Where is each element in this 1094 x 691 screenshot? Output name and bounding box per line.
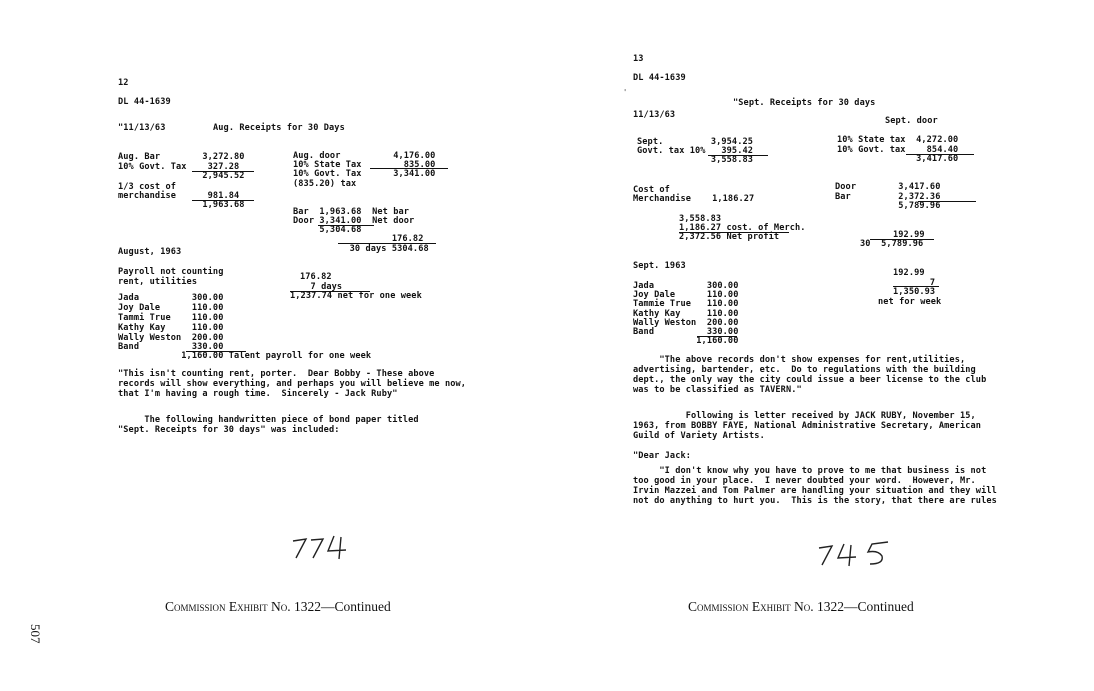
note-line: "The above records don't show expenses for rent,utilities,: [633, 355, 966, 365]
weekly-calc: 7: [893, 278, 936, 288]
note-line: that I'm having a rough time. Sincerely - Jack Ruby": [118, 389, 398, 399]
weekly-calc: 176.82: [300, 272, 332, 282]
letter-line: too good in your place. I never doubted your word. However, Mr.: [633, 476, 976, 486]
payroll-row: Band 330.00: [633, 327, 739, 337]
page-number: 12: [118, 78, 129, 88]
door-net-row: 3,417.60: [837, 154, 959, 164]
govt-tax-row: 10% Govt. Tax 3,341.00: [293, 169, 436, 179]
caption: [688, 599, 914, 615]
payroll-label: rent, utilities: [118, 277, 198, 287]
payroll-row: Joy Dale 110.00: [118, 303, 224, 313]
heading: Aug. Receipts for 30 Days: [213, 123, 345, 133]
month-label: Sept. 1963: [633, 261, 686, 271]
note-line: was to be classified as TAVERN.": [633, 385, 802, 395]
payroll-row: Wally Weston 200.00: [633, 318, 739, 328]
caption-number: 1322—Continued: [813, 599, 914, 614]
daily-row: 176.82: [318, 234, 424, 244]
weekly-calc: 192.99: [893, 268, 925, 278]
payroll-row: Wally Weston 200.00: [118, 333, 224, 343]
state-tax-row: 10% State Tax 835.00: [293, 160, 436, 170]
paragraph-line: The following handwritten piece of bond paper titled: [118, 415, 419, 425]
profit-calc: 3,558.83: [679, 214, 722, 224]
note-line: "This isn't counting rent, porter. Dear Bobby - These above: [118, 369, 435, 379]
bar-row: Bar 2,372.36: [835, 192, 941, 202]
cost-label: 1/3 cost of: [118, 182, 177, 192]
file-number: DL 44-1639: [118, 97, 171, 107]
govt-tax-row: 10% Govt. tax 854.40: [837, 145, 959, 155]
paragraph-line: "Sept. Receipts for 30 days" was included:: [118, 425, 340, 435]
payroll-row: Band 330.00: [118, 342, 224, 352]
salutation: "Dear Jack:: [633, 451, 692, 461]
month-label: August, 1963: [118, 247, 182, 257]
govt-tax-row: 10% Govt. Tax 327.28: [118, 162, 240, 172]
daily-row: 192.99: [893, 230, 925, 240]
paragraph-line: 1963, from BOBBY FAYE, National Administrative Secretary, American: [633, 421, 982, 431]
net-door-row: Door 3,341.00 Net door: [293, 216, 415, 226]
side-page-number: 507: [28, 624, 43, 644]
heading: "Sept. Receipts for 30 days: [733, 98, 876, 108]
door-label: Sept. door: [885, 116, 938, 126]
net-row: 1,963.68: [118, 200, 245, 210]
note-line: records will show everything, and perhaps you will believe me now,: [118, 379, 467, 389]
division-row: 30 5,789.96: [860, 239, 924, 249]
division-row: 30 days 5304.68: [318, 244, 429, 254]
merchandise-row: merchandise 981.84: [118, 191, 240, 201]
weekly-net: 1,350.93: [893, 287, 936, 297]
govt-tax-row: Govt. tax 10% 395.42: [637, 146, 754, 156]
letter-line: "I don't know why you have to prove to me that business is not: [633, 466, 987, 476]
payroll-row: Jada 300.00: [633, 281, 739, 291]
note-line: dept., the only way the city could issue a beer license to the club: [633, 375, 987, 385]
handwritten-number: [816, 538, 896, 575]
total-row: 5,304.68: [293, 225, 362, 235]
payroll-row: Jada 300.00: [118, 293, 224, 303]
caption-number: 1322—Continued: [290, 599, 391, 614]
caption: [165, 599, 391, 615]
date-line: "11/13/63: [118, 123, 166, 133]
page-number: 13: [633, 54, 644, 64]
caption-exhibit: Commission Exhibit No.: [688, 599, 814, 614]
weekly-net: 1,237.74 net for one week: [290, 291, 422, 301]
sept-row: Sept. 3,954.25: [637, 137, 754, 147]
subtotal-row: 2,945.52: [118, 171, 245, 181]
file-number: DL 44-1639: [633, 73, 686, 83]
door-row: Door 3,417.60: [835, 182, 941, 192]
payroll-label: Payroll not counting: [118, 267, 224, 277]
payroll-row: Tammi True 110.00: [118, 313, 224, 323]
handwritten-number: [290, 531, 360, 568]
payroll-row: Kathy Kay 110.00: [633, 309, 739, 319]
subtotal-row: 3,558.83: [637, 155, 754, 165]
caption-exhibit: Commission Exhibit No.: [165, 599, 291, 614]
payroll-row: Kathy Kay 110.00: [118, 323, 224, 333]
payroll-total: 1,160.00: [633, 336, 739, 346]
weekly-label: net for week: [878, 297, 942, 307]
letter-line: Irvin Mazzei and Tom Palmer are handling your situation and they will: [633, 486, 997, 496]
payroll-row: Tammie True 110.00: [633, 299, 739, 309]
net-bar-row: Bar 1,963.68 Net bar: [293, 207, 410, 217]
weekly-calc: 7 days: [300, 282, 343, 292]
profit-calc: 1,186.27 cost. of Merch.: [679, 223, 806, 233]
payroll-row: Joy Dale 110.00: [633, 290, 739, 300]
payroll-total: 1,160.00 Talent payroll for one week: [118, 351, 372, 361]
total-row: 5,789.96: [835, 201, 941, 211]
date-line: 11/13/63: [633, 110, 676, 120]
bar-row: Aug. Bar 3,272.80: [118, 152, 245, 162]
state-tax-row: 10% State tax 4,272.00: [837, 135, 959, 145]
note-line: advertising, bartender, etc. Do to regulations with the building: [633, 365, 976, 375]
paragraph-line: Following is letter received by JACK RUBY, November 15,: [633, 411, 976, 421]
cost-label: Cost of: [633, 185, 670, 195]
net-profit-row: 2,372.56 Net profit: [679, 232, 780, 242]
tax-note: (835.20) tax: [293, 179, 357, 189]
letter-line: not do anything to hurt you. This is the story, that there are rules: [633, 496, 997, 506]
paragraph-line: Guild of Variety Artists.: [633, 431, 765, 441]
door-row: Aug. door 4,176.00: [293, 151, 436, 161]
merchandise-row: Merchandise 1,186.27: [633, 194, 755, 204]
